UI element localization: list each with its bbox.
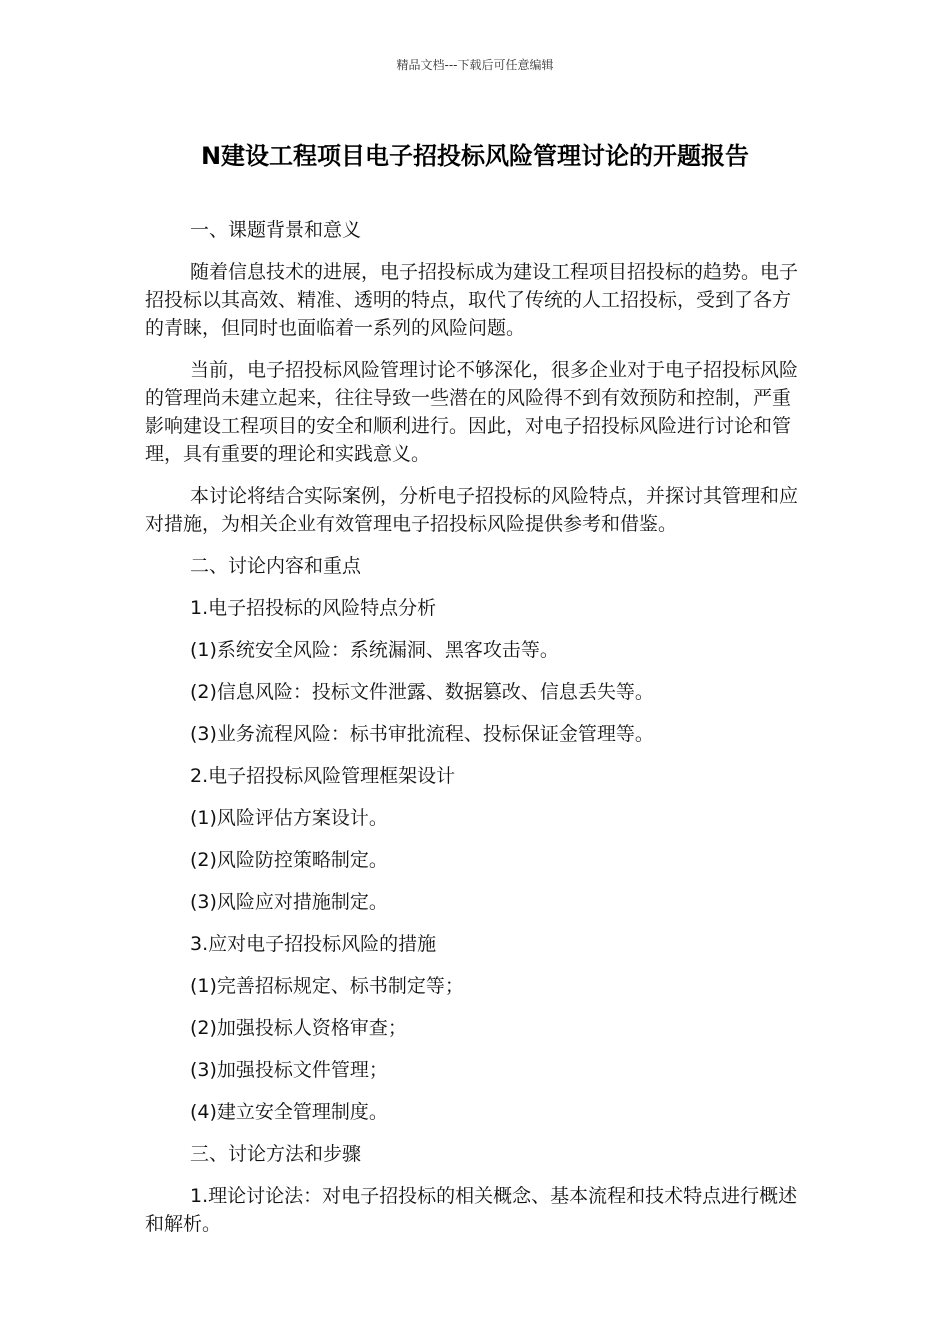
subheading: 1.电子招投标的风险特点分析 — [190, 597, 437, 619]
list-item: (3)业务流程风险：标书审批流程、投标保证金管理等。 — [190, 723, 654, 745]
paragraph: 1.理论讨论法：对电子招投标的相关概念、基本流程和技术特点进行概述和解析。 — [145, 1185, 798, 1235]
paragraph: 本讨论将结合实际案例，分析电子招投标的风险特点，并探讨其管理和应对措施，为相关企业有效管理电子招投标风险提供参考和借鉴。 — [145, 485, 799, 535]
subheading: 2.电子招投标风险管理框架设计 — [190, 765, 456, 787]
list-item: (3)风险应对措施制定。 — [190, 891, 388, 913]
document-title: N建设工程项目电子招投标风险管理讨论的开题报告 — [200, 142, 750, 170]
list-item: (3)加强投标文件管理； — [190, 1059, 388, 1081]
list-item: (4)建立安全管理制度。 — [190, 1101, 388, 1123]
list-item: (1)完善招标规定、标书制定等； — [190, 975, 464, 997]
section-heading-method: 三、讨论方法和步骤 — [190, 1143, 362, 1165]
subheading: 3.应对电子招投标风险的措施 — [190, 933, 437, 955]
list-item: (1)风险评估方案设计。 — [190, 807, 388, 829]
document-body — [145, 216, 805, 1252]
list-item: (2)加强投标人资格审查； — [190, 1017, 407, 1039]
list-item: (2)风险防控策略制定。 — [190, 849, 388, 871]
header-note: 精品文档---下载后可任意编辑 — [396, 58, 554, 72]
section-heading-background: 一、课题背景和意义 — [190, 219, 362, 241]
section-heading-content: 二、讨论内容和重点 — [190, 555, 362, 577]
list-item: (1)系统安全风险：系统漏洞、黑客攻击等。 — [190, 639, 559, 661]
list-item: (2)信息风险：投标文件泄露、数据篡改、信息丢失等。 — [190, 681, 654, 703]
paragraph: 随着信息技术的进展，电子招投标成为建设工程项目招投标的趋势。电子招投标以其高效、精准、透明的特点，取代了传统的人工招投标，受到了各方的青睐，但同时也面临着一系列的风险问题。 — [145, 261, 799, 339]
paragraph: 当前，电子招投标风险管理讨论不够深化，很多企业对于电子招投标风险的管理尚未建立起来，往往导致一些潜在的风险得不到有效预防和控制，严重影响建设工程项目的安全和顺利进行。因此，对电子招投标风险进行讨论和管理，具有重要的理论和实践意义。 — [145, 359, 799, 465]
